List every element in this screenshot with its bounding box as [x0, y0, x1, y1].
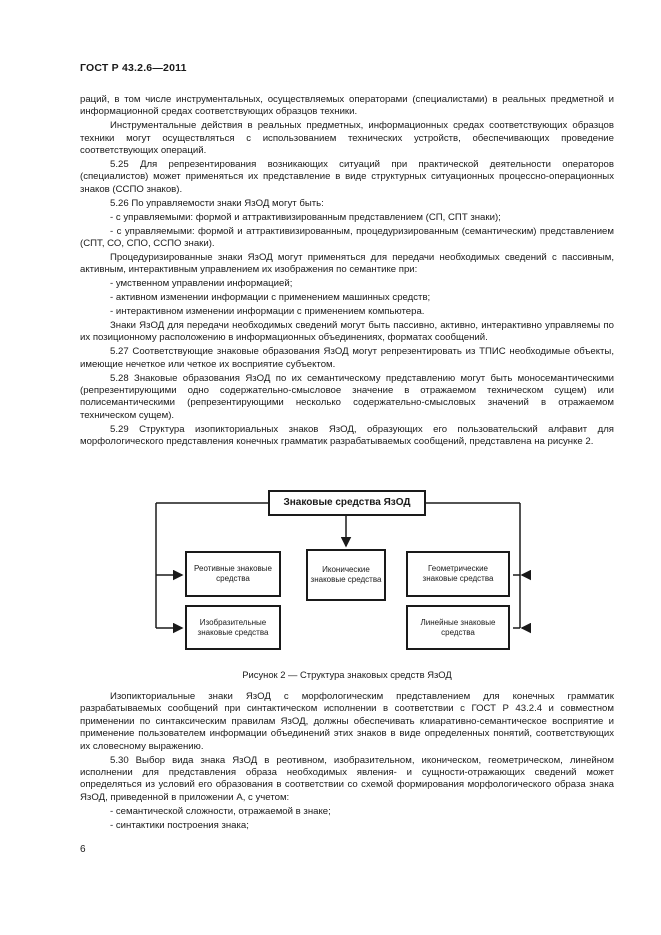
body-text-bottom [80, 691, 614, 833]
page-number: 6 [80, 844, 86, 855]
box-center: Иконические знаковые средства [306, 549, 386, 601]
box-left-top: Реотивные знаковые средства [185, 551, 281, 597]
structure-diagram [150, 488, 535, 658]
paragraph: раций, в том числе инструментальных, осуществляемых операторами (специалистами) в реальных предметной и информационной средах соответствующих образцов техники. [80, 94, 614, 118]
paragraph: Знаки ЯзОД для передачи необходимых сведений могут быть пассивно, активно, интерактивно управляемы по их позиционному расположению в информационных объединениях, форматах сообщений. [80, 319, 614, 344]
box-main: Знаковые средства ЯзОД [268, 490, 426, 516]
document-header: ГОСТ Р 43.2.6—2011 [80, 62, 187, 74]
paragraph: 5.30 Выбор вида знака ЯзОД в реотивном, изобразительном, иконическом, геометрическом, линейном исполнении для представления образа необходимых явления- и сущности-отражающих сведений может определяться из условий его образования в соответствии со схемой формирования морфологического образа знака ЯзОД, приведенной в приложении А, с учетом: [80, 754, 614, 803]
box-left-bottom: Изобразительные знаковые средства [185, 605, 281, 650]
list-item: - синтактики построения знака; [110, 819, 249, 831]
box-right-bottom: Линейные знаковые средства [406, 605, 510, 650]
paragraph: Изопиктoриальные знаки ЯзОД с морфологическим представлением для конечных грамматик разрабатываемых сообщений при синтактическом исполнении в соответствии с ГОСТ Р 43.2.4 и совместном применении по синтаксическим правилам ЯзОД, должны обеспечивать клиаративно-семантическое восприятие и применение пользователем информации объединений этих знаков в виде определенных понятий, соответствующих их словесному выражению. [80, 691, 614, 752]
list-item: - активном изменении информации с применением машинных средств; [110, 292, 431, 304]
paragraph: 5.26 По управляемости знаки ЯзОД могут быть: [110, 197, 324, 209]
paragraph: 5.29 Структура изопиктoриальных знаков ЯзОД, образующих его пользовательский алфавит для морфологического представления конечных грамматик разрабатываемых сообщений, представлена на рисунке 2. [80, 423, 614, 448]
box-right-top: Геометрические знаковые средства [406, 551, 510, 597]
body-text-top [80, 94, 614, 450]
figure-caption: Рисунок 2 — Структура знаковых средств ЯзОД [242, 669, 452, 680]
paragraph: 5.27 Соответствующие знаковые образования ЯзОД могут репрезентировать из ТПИС необходимые объекты, имеющие нечеткое или четкое их восприятие субъектом. [80, 346, 614, 370]
paragraph: Процедуризированные знаки ЯзОД могут применяться для передачи необходимых сведений с пассивным, активным, интерактивным управлением их изображения по семантике при: [80, 251, 614, 276]
list-item: - интерактивном изменении информации с применением компьютера. [110, 306, 425, 317]
paragraph: 5.25 Для репрезентирования возникающих ситуаций при практической деятельности операторов (специалистов) может применяться их представление в виде структурных ситуационных процессно-операционных знаков (ССПО знаков). [80, 159, 614, 195]
paragraph: 5.28 Знаковые образования ЯзОД по их семантическому представлению могут быть моносемантическими (репрезентирующими одно содержательно-смысловое значение в отражаемом техническом сущем) или полисемантическими (репрезентирующими несколько содержательно-смысловых значений в отражаемом техническом сущем). [80, 372, 614, 421]
list-item: - умственном управлении информацией; [110, 278, 293, 290]
paragraph: Инструментальные действия в реальных предметных, информационных средах соответствующих образцов техники могут осуществляться с использованием технических устройств, обеспечивающих проведение соответствующих операций. [80, 120, 614, 157]
list-item: - семантической сложности, отражаемой в знаке; [110, 805, 331, 817]
list-item: - с управляемыми: формой и аттрактивизированным, процедуризированным (семантическим) представлением (СПТ, СО, СПО, ССПО знаки). [80, 225, 614, 249]
list-item: - с управляемыми: формой и аттрактивизированным представлением (СП, СПТ знаки); [110, 211, 501, 223]
